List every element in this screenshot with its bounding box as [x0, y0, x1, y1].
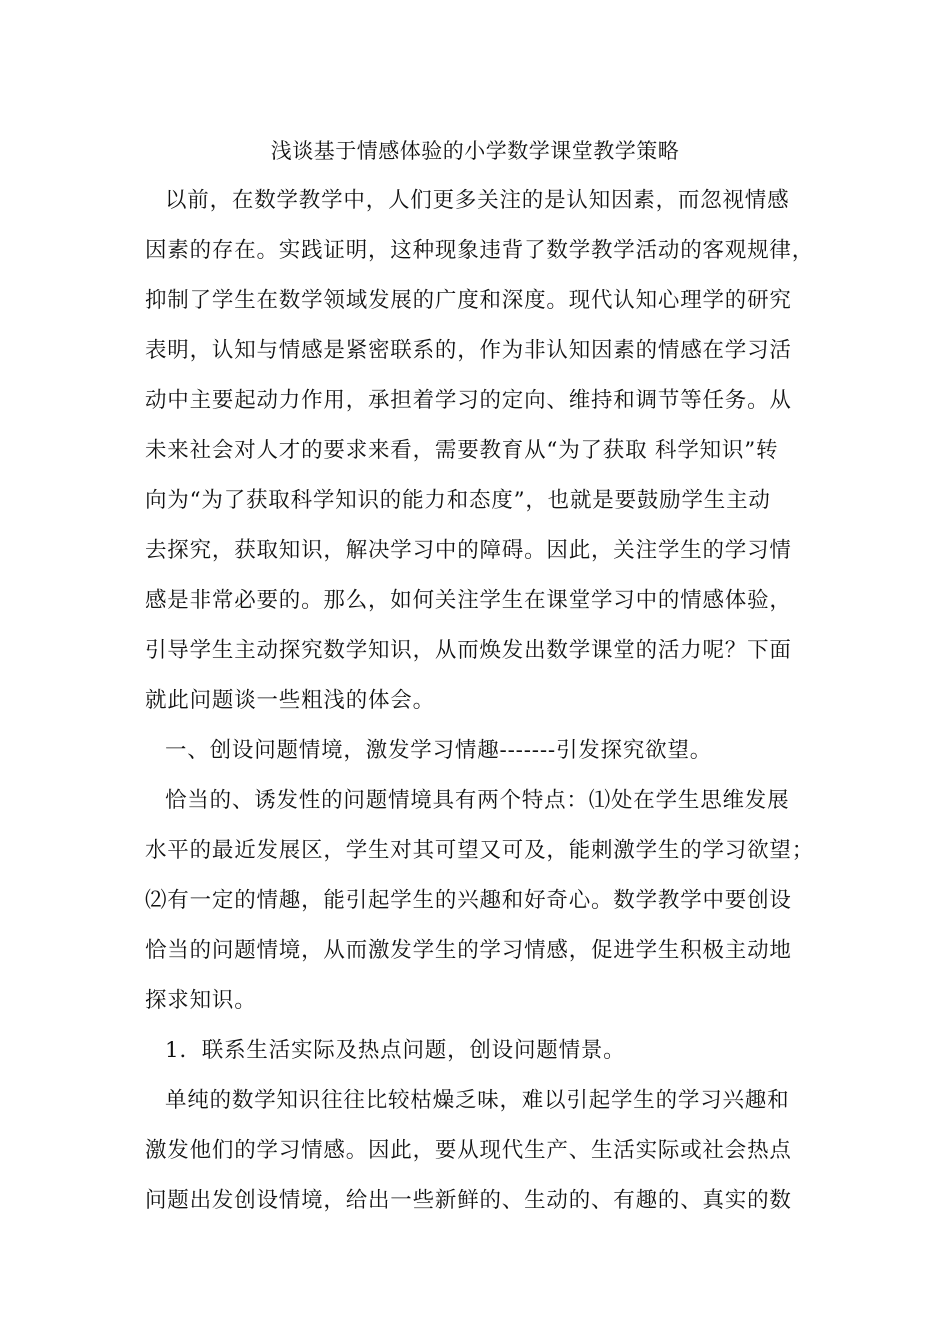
paragraph-line: 水平的最近发展区，学生对其可望又可及，能刺激学生的学习欲望； [145, 838, 815, 863]
paragraph-line: 向为“为了获取科学知识的能力和态度”，也就是要鼓励学生主动 [145, 488, 771, 513]
paragraph-line: 表明，认知与情感是紧密联系的，作为非认知因素的情感在学习活 [145, 338, 792, 363]
paragraph-line: 问题出发创设情境，给出一些新鲜的、生动的、有趣的、真实的数 [145, 1188, 792, 1213]
paragraph-line: 探求知识。 [145, 988, 257, 1013]
paragraph-line: 抑制了学生在数学领域发展的广度和深度。现代认知心理学的研究 [145, 288, 792, 313]
paragraph-line: 恰当的问题情境，从而激发学生的学习情感，促进学生积极主动地 [145, 938, 792, 963]
section-heading: 一、创设问题情境，激发学习情趣-------引发探究欲望。 [165, 738, 713, 763]
paragraph-line: 感是非常必要的。那么，如何关注学生在课堂学习中的情感体验， [145, 588, 792, 613]
paragraph-line: 以前，在数学教学中，人们更多关注的是认知因素，而忽视情感 [165, 188, 790, 213]
paragraph-line: 恰当的、诱发性的问题情境具有两个特点：⑴处在学生思维发展 [165, 788, 790, 813]
paragraph-line: 因素的存在。实践证明，这种现象违背了数学教学活动的客观规律， [145, 238, 815, 263]
paragraph-line: 动中主要起动力作用，承担着学习的定向、维持和调节等任务。从 [145, 388, 792, 413]
paragraph-line: 未来社会对人才的要求来看，需要教育从“为了获取 科学知识”转 [145, 438, 779, 463]
paragraph-line: ⑵有一定的情趣，能引起学生的兴趣和好奇心。数学教学中要创设 [145, 888, 792, 913]
document-title: 浅谈基于情感体验的小学数学课堂教学策略 [270, 139, 680, 163]
paragraph-line: 引导学生主动探究数学知识，从而焕发出数学课堂的活力呢？下面 [145, 638, 792, 663]
paragraph-line: 去探究，获取知识，解决学习中的障碍。因此，关注学生的学习情 [145, 538, 792, 563]
paragraph-line: 单纯的数学知识往往比较枯燥乏味，难以引起学生的学习兴趣和 [165, 1088, 790, 1113]
paragraph-line: 激发他们的学习情感。因此，要从现代生产、生活实际或社会热点 [145, 1138, 792, 1163]
subsection-heading: 1．联系生活实际及热点问题，创设问题情景。 [165, 1038, 626, 1063]
paragraph-line: 就此问题谈一些粗浅的体会。 [145, 688, 435, 713]
